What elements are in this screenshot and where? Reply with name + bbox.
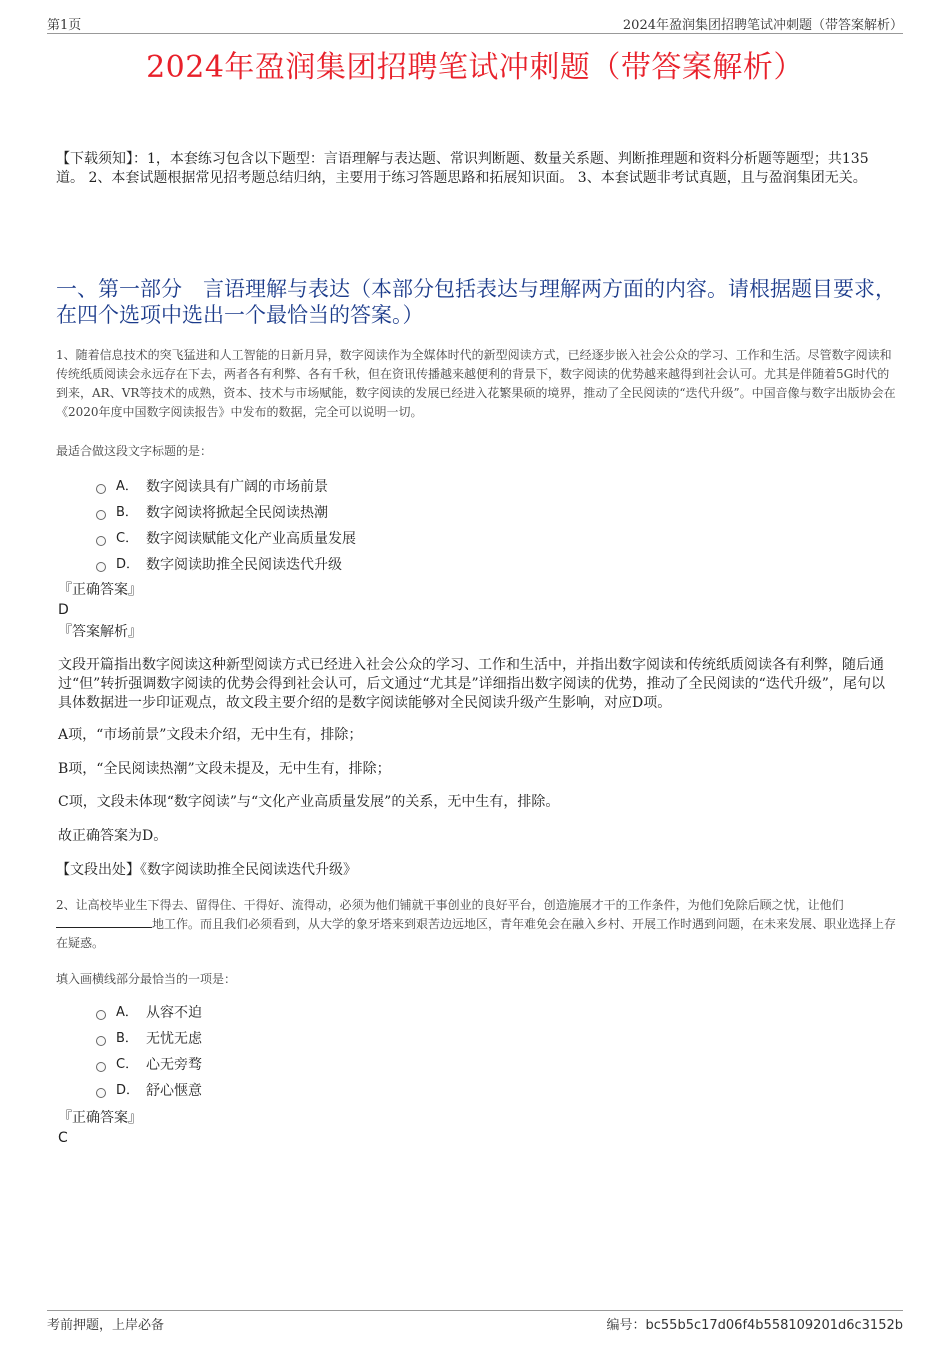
- answer-label: 『正确答案』: [58, 1110, 142, 1126]
- option-letter: A．: [116, 1005, 138, 1020]
- option-text: 数字阅读助推全民阅读迭代升级: [146, 557, 342, 573]
- download-notice: 【下载须知】：1，本套练习包含以下题型：言语理解与表达题、常识判断题、数量关系题、判断推理题和资料分析题等题型；共135道。 2、本套试题根据常见招考题总结归纳，主要用于练习答题思路和拓展知识面。 3、本套试题非考试真题，且与盈润集团无关。: [56, 151, 869, 186]
- radio-icon[interactable]: [96, 1088, 106, 1098]
- header-doc-title: 2024年盈润集团招聘笔试冲刺题（带答案解析）: [622, 18, 903, 33]
- question-2-options: [96, 1000, 202, 1104]
- option-text: 从容不迫: [146, 1005, 202, 1021]
- radio-icon[interactable]: [96, 536, 106, 546]
- footer-divider: [47, 1310, 903, 1311]
- option-text: 数字阅读将掀起全民阅读热潮: [146, 505, 328, 521]
- correct-answer: D: [58, 602, 69, 618]
- option-d[interactable]: [96, 552, 356, 578]
- option-letter: C．: [116, 531, 139, 546]
- answer-label: 『正确答案』: [58, 582, 142, 598]
- radio-icon[interactable]: [96, 562, 106, 572]
- question-2-text: [56, 896, 896, 953]
- radio-icon[interactable]: [96, 510, 106, 520]
- option-letter: D．: [116, 557, 140, 572]
- option-text: 数字阅读赋能文化产业高质量发展: [146, 531, 356, 547]
- radio-icon[interactable]: [96, 1036, 106, 1046]
- code-label: 编号：: [606, 1318, 646, 1333]
- document-title: 2024年盈润集团招聘笔试冲刺题（带答案解析）: [146, 50, 804, 85]
- question-2-prompt: 填入画横线部分最恰当的一项是：: [56, 972, 237, 986]
- analysis-conclusion: 故正确答案为D。: [58, 828, 168, 844]
- option-letter: B．: [116, 1031, 138, 1046]
- fill-blank: [56, 915, 152, 928]
- option-letter: C．: [116, 1057, 139, 1072]
- question-2-text-after: 地工作。而且我们必须看到，从大学的象牙塔来到艰苦边远地区，青年难免会在融入乡村、开展工作时遇到问题，在未来发展、职业选择上存在疑惑。: [56, 917, 897, 950]
- analysis-reason-b: B项，“全民阅读热潮”文段未提及，无中生有，排除；: [58, 761, 391, 777]
- option-letter: B．: [116, 505, 138, 520]
- option-text: 无忧无虑: [146, 1031, 202, 1047]
- analysis-text: 文段开篇指出数字阅读这种新型阅读方式已经进入社会公众的学习、工作和生活中，并指出数字阅读和传统纸质阅读各有利弊，随后通过“但”转折强调数字阅读的优势会得到社会认可，后文通过“尤其是”详细指出数字阅读的优势，推动了全民阅读的“迭代升级”，尾句以具体数据进一步印证观点，故文段主要介绍的是数字阅读能够对全民阅读升级产生影响，对应D项。: [58, 657, 885, 711]
- header-divider: [47, 33, 903, 34]
- option-d[interactable]: [96, 1078, 202, 1104]
- option-letter: A．: [116, 479, 138, 494]
- option-a[interactable]: [96, 474, 356, 500]
- section-heading: 一、第一部分 言语理解与表达（本部分包括表达与理解两方面的内容。请根据题目要求，在四个选项中选出一个最恰当的答案。）: [56, 277, 896, 327]
- question-2-text-before: 2、让高校毕业生下得去、留得住、干得好、流得动，必须为他们铺就干事创业的良好平台，创造施展才干的工作条件，为他们免除后顾之忧，让他们: [56, 898, 844, 912]
- correct-answer: C: [58, 1130, 68, 1146]
- question-1-options: [96, 474, 356, 578]
- source-note: 【文段出处】《数字阅读助推全民阅读迭代升级》: [56, 862, 357, 878]
- option-c[interactable]: [96, 526, 356, 552]
- option-text: 心无旁骛: [146, 1057, 202, 1073]
- page-number: 第1页: [47, 18, 82, 33]
- radio-icon[interactable]: [96, 484, 106, 494]
- option-c[interactable]: [96, 1052, 202, 1078]
- radio-icon[interactable]: [96, 1010, 106, 1020]
- analysis-label: 『答案解析』: [58, 624, 142, 640]
- code-value: bc55b5c17d06f4b558109201d6c3152b: [645, 1318, 903, 1333]
- question-1-text: 1、随着信息技术的突飞猛进和人工智能的日新月异，数字阅读作为全媒体时代的新型阅读方式，已经逐步嵌入社会公众的学习、工作和生活。尽管数字阅读和传统纸质阅读会永远存在下去，两者各有利弊、各有千秋，但在资讯传播越来越便利的背景下，数字阅读的优势越来越得到社会认可。尤其是伴随着5G时代的到来，AR、VR等技术的成熟，资本、技术与市场赋能，数字阅读的发展已经进入花繁果硕的境界，推动了全民阅读的“迭代升级”。中国音像与数字出版协会在《2020年度中国数字阅读报告》中发布的数据，完全可以说明一切。: [56, 348, 896, 419]
- document-code: [606, 1314, 903, 1333]
- analysis-reason-a: A项，“市场前景”文段未介绍，无中生有，排除；: [58, 727, 363, 743]
- footer-slogan: 考前押题，上岸必备: [47, 1318, 165, 1333]
- analysis-reason-c: C项，文段未体现“数字阅读”与“文化产业高质量发展”的关系，无中生有，排除。: [58, 794, 560, 810]
- question-1-prompt: 最适合做这段文字标题的是：: [56, 444, 213, 458]
- option-a[interactable]: [96, 1000, 202, 1026]
- option-b[interactable]: [96, 500, 356, 526]
- option-text: 数字阅读具有广阔的市场前景: [146, 479, 328, 495]
- option-text: 舒心惬意: [146, 1083, 202, 1099]
- option-b[interactable]: [96, 1026, 202, 1052]
- radio-icon[interactable]: [96, 1062, 106, 1072]
- option-letter: D．: [116, 1083, 140, 1098]
